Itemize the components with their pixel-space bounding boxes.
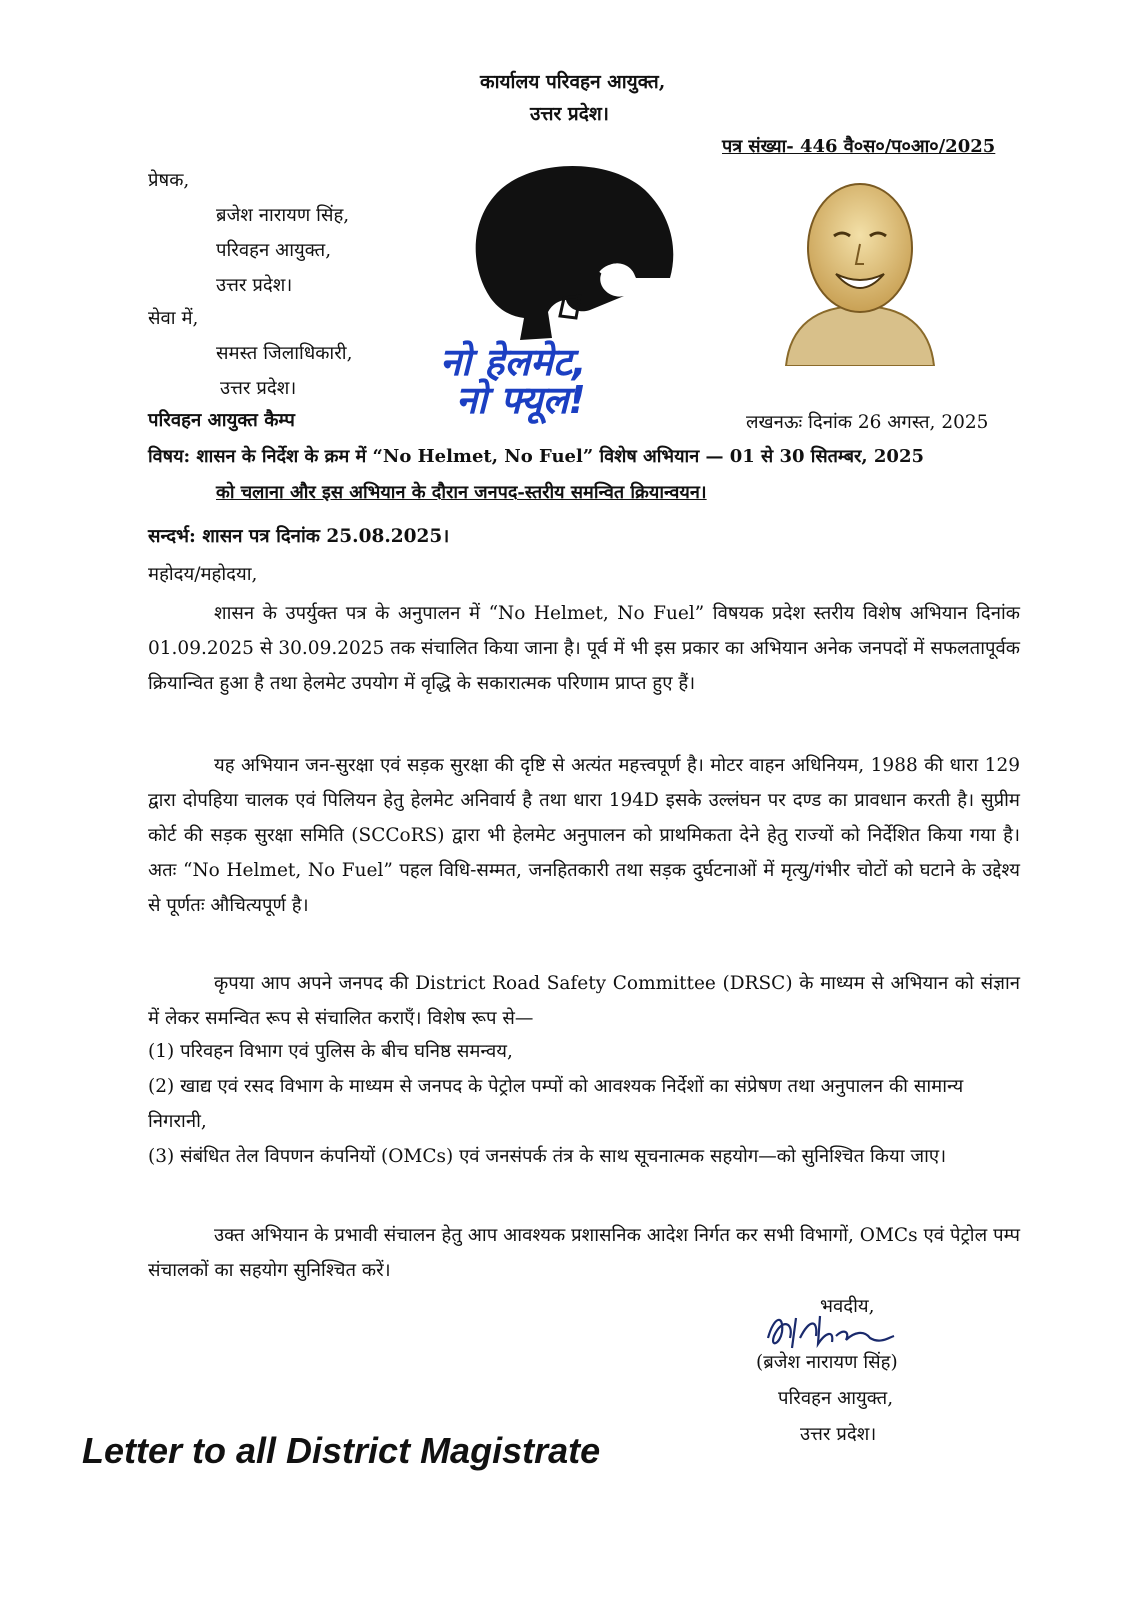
office-state: उत्तर प्रदेश। xyxy=(530,103,609,125)
sender-name: ब्रजेश नारायण सिंह, xyxy=(216,205,350,226)
caption: Letter to all District Magistrate xyxy=(82,1430,601,1471)
handwritten-signature xyxy=(760,1308,900,1356)
camp-label: परिवहन आयुक्त कैम्प xyxy=(148,410,295,431)
closing-paragraph: उक्त अभियान के प्रभावी संचालन हेतु आप आवश्यक प्रशासनिक आदेश निर्गत कर सभी विभागों, OMCs एवं पेट्रोल पम्प संचालकों का सहयोग सुनिश्चित करें। xyxy=(148,1225,1020,1281)
helmet-icon xyxy=(440,150,680,340)
slogan-line-1: नो हेलमेट, xyxy=(440,340,587,384)
subject-line-2: को चलाना और इस अभियान के दौरान जनपद-स्तरीय समन्वित क्रियान्वयन। xyxy=(216,482,707,503)
recipient-name: समस्त जिलाधिकारी, xyxy=(216,343,353,364)
list-item: (3) संबंधित तेल विपणन कंपनियों (OMCs) एवं जनसंपर्क तंत्र के साथ सूचनात्मक सहयोग—को सुनिश्चित किया जाए। xyxy=(148,1146,947,1167)
helmet-logo xyxy=(440,150,680,340)
point-list xyxy=(148,1034,1020,1174)
recipient-state: उत्तर प्रदेश। xyxy=(220,378,297,399)
list-item: (1) परिवहन विभाग एवं पुलिस के बीच घनिष्ठ समन्वय, xyxy=(148,1041,513,1062)
recipient-label: सेवा में, xyxy=(148,308,199,329)
sender-designation: परिवहन आयुक्त, xyxy=(216,240,332,261)
signatory-state: उत्तर प्रदेश। xyxy=(800,1424,877,1445)
paragraph-3: कृपया आप अपने जनपद की District Road Safety Committee (DRSC) के माध्यम से अभियान को संज्ञान में लेकर समन्वित रूप से संचालित कराएँ। विशेष रूप से— xyxy=(148,973,1020,1029)
signatory-designation: परिवहन आयुक्त, xyxy=(778,1388,894,1409)
sender-label: प्रेषक, xyxy=(148,170,190,191)
closing-word: भवदीय, xyxy=(820,1296,875,1317)
office-name: कार्यालय परिवहन आयुक्त, xyxy=(480,71,666,93)
subject-line-1: विषय: शासन के निर्देश के क्रम में “No Helmet, No Fuel” विशेष अभियान — 01 से 30 सितम्बर, 2025 xyxy=(148,446,924,467)
signature-icon xyxy=(760,1308,900,1356)
portrait-image xyxy=(776,166,944,366)
date-line: लखनऊः दिनांक 26 अगस्त, 2025 xyxy=(746,412,989,433)
portrait-icon xyxy=(776,166,944,366)
list-item: (2) खाद्य एवं रसद विभाग के माध्यम से जनपद के पेट्रोल पम्पों को आवश्यक निर्देशों का संप्रेषण तथा अनुपालन की सामान्य निगरानी, xyxy=(148,1076,964,1132)
slogan-line-2: नो फ्यूल! xyxy=(456,378,586,422)
signatory-name: (ब्रजेश नारायण सिंह) xyxy=(756,1352,898,1373)
paragraph-1: शासन के उपर्युक्त पत्र के अनुपालन में “No Helmet, No Fuel” विषयक प्रदेश स्तरीय विशेष अभियान दिनांक 01.09.2025 से 30.09.2025 तक संचालित किया जाना है। पूर्व में भी इस प्रकार का अभियान अनेक जनपदों में सफलतापूर्वक क्रियान्वित हुआ है तथा हेलमेट उपयोग में वृद्धि के सकारात्मक परिणाम प्राप्त हुए हैं। xyxy=(148,603,1020,694)
salutation: महोदय/महोदया, xyxy=(148,564,258,585)
reference-line: सन्दर्भ: शासन पत्र दिनांक 25.08.2025। xyxy=(148,526,450,547)
letter-number: पत्र संख्या- 446 वै०स०/प०आ०/2025 xyxy=(722,136,996,157)
sender-state: उत्तर प्रदेश। xyxy=(216,275,293,296)
paragraph-2: यह अभियान जन-सुरक्षा एवं सड़क सुरक्षा की दृष्टि से अत्यंत महत्त्वपूर्ण है। मोटर वाहन अधिनियम, 1988 की धारा 129 द्वारा दोपहिया चालक एवं पिलियन हेतु हेलमेट अनिवार्य है तथा धारा 194D इसके उल्लंघन पर दण्ड का प्रावधान करती है। सुप्रीम कोर्ट की सड़क सुरक्षा समिति (SCCoRS) द्वारा भी हेलमेट अनुपालन को प्राथमिकता देने हेतु राज्यों को निर्देशित किया गया है। अतः “No Helmet, No Fuel” पहल विधि-सम्मत, जनहितकारी तथा सड़क दुर्घटनाओं में मृत्यु/गंभीर चोटों को घटाने के उद्देश्य से पूर्णतः औचित्यपूर्ण है। xyxy=(148,755,1020,916)
